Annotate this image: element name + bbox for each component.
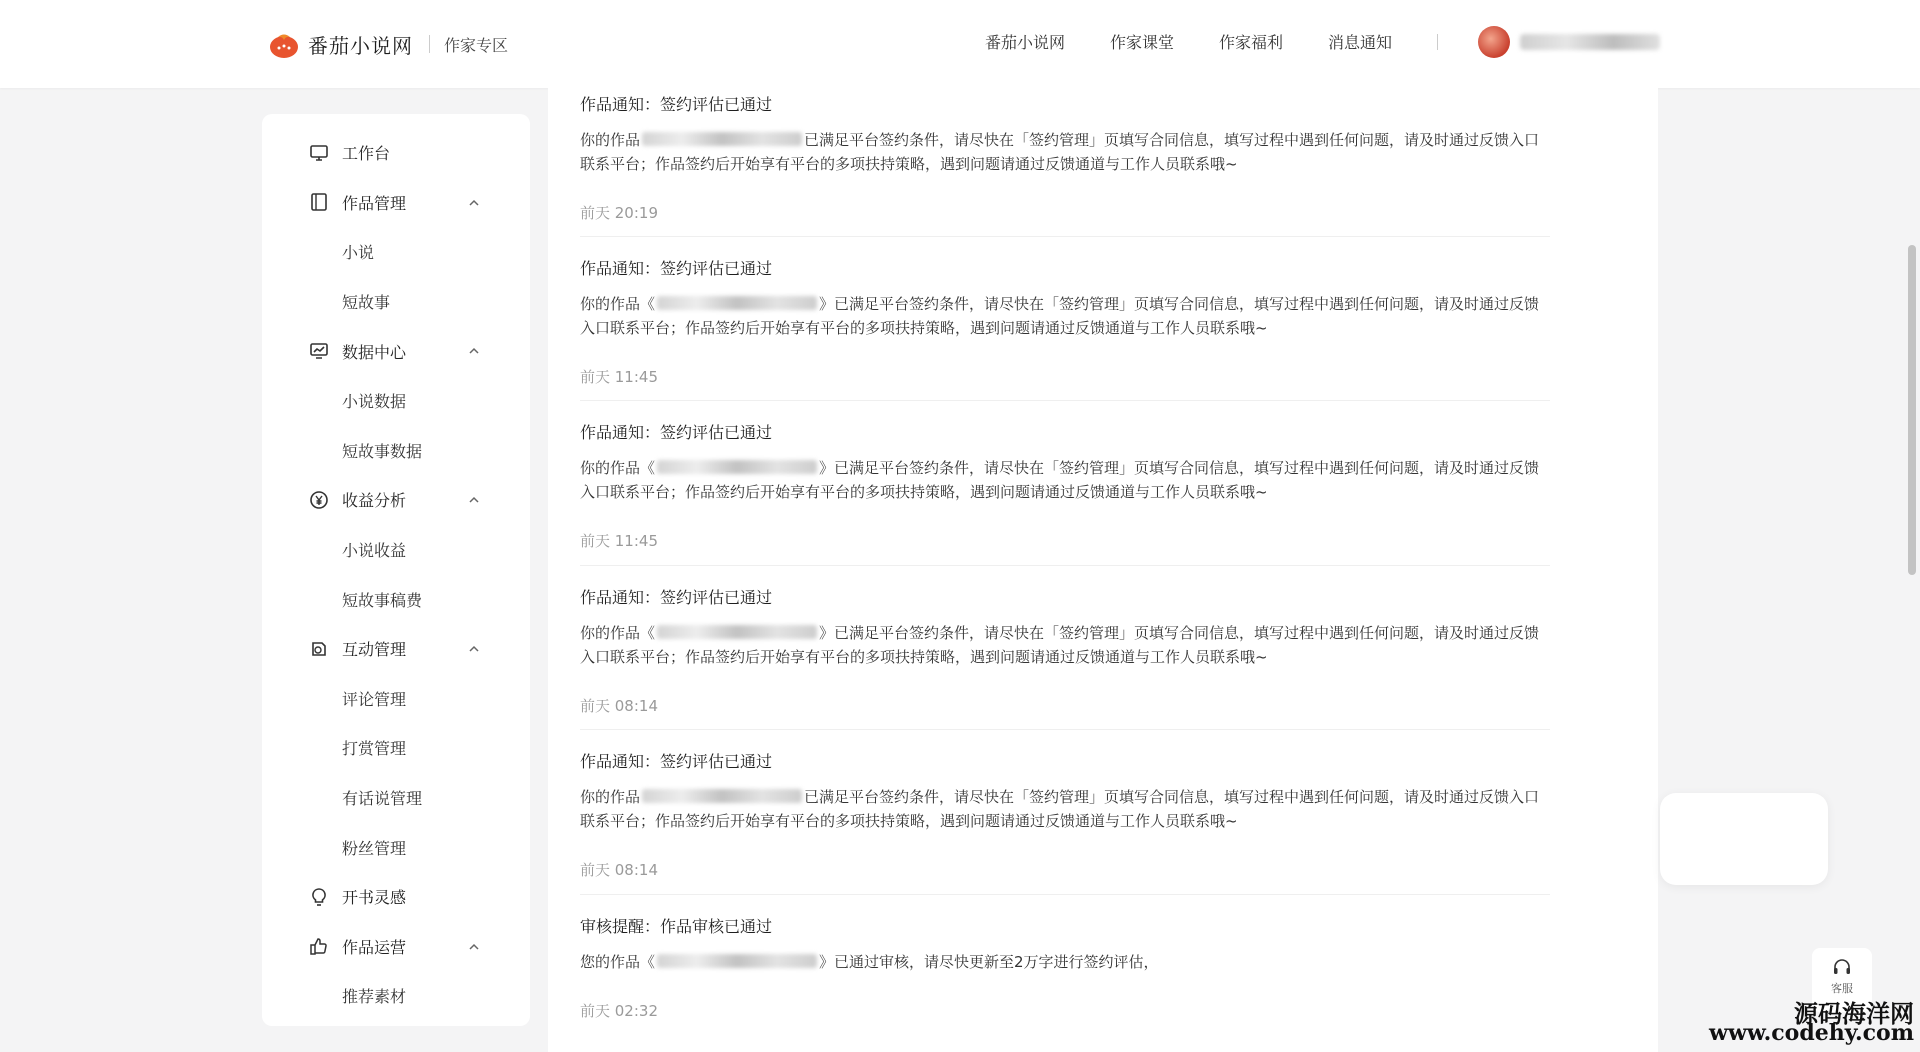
sidebar-item-17[interactable] bbox=[262, 971, 530, 1021]
message-item bbox=[580, 916, 1550, 1021]
sidebar bbox=[262, 114, 530, 1026]
interact-icon bbox=[308, 638, 330, 660]
book-icon bbox=[308, 191, 330, 213]
sidebar-section-1[interactable] bbox=[262, 178, 530, 228]
message-prefix: 你的作品 bbox=[580, 788, 641, 806]
message-item bbox=[580, 258, 1550, 387]
top-bar bbox=[0, 0, 1920, 88]
message-item bbox=[580, 422, 1550, 551]
message-title: 作品通知：签约评估已通过 bbox=[580, 95, 773, 114]
sidebar-section-4[interactable] bbox=[262, 326, 530, 376]
message-body bbox=[580, 128, 1550, 176]
message-text: 》已满足平台签约条件，请尽快在「签约管理」页填写合同信息，填写过程中遇到任何问题，请及时通过反馈入口联系平台；作品签约后开始享有平台的多项扶持策略，遇到问题请通过反馈通道与工作人员联系哦~ bbox=[580, 459, 1540, 501]
message-list bbox=[548, 88, 1658, 1052]
message-time: 前天 11:45 bbox=[580, 368, 658, 386]
user-menu[interactable] bbox=[1478, 26, 1660, 58]
sidebar-label: 有话说管理 bbox=[342, 789, 423, 809]
brand-subtitle: 作家专区 bbox=[444, 35, 509, 55]
topnav-benefits-link[interactable]: 作家福利 bbox=[1219, 33, 1284, 52]
message-title: 作品通知：签约评估已通过 bbox=[580, 423, 773, 442]
scrollbar[interactable] bbox=[1908, 245, 1916, 575]
brand[interactable] bbox=[268, 26, 508, 62]
sidebar-item-11[interactable] bbox=[262, 674, 530, 724]
message-time: 前天 20:19 bbox=[580, 204, 658, 222]
message-text: 》已通过审核，请尽快更新至2万字进行签约评估， bbox=[819, 953, 1159, 971]
message-time: 前天 02:32 bbox=[580, 1002, 658, 1020]
sidebar-label: 短故事数据 bbox=[342, 441, 423, 461]
chevron-up-icon[interactable] bbox=[468, 643, 480, 655]
message-time: 前天 08:14 bbox=[580, 861, 658, 879]
message-prefix: 你的作品《 bbox=[580, 624, 656, 642]
work-title-redacted bbox=[657, 954, 817, 968]
message-divider bbox=[580, 565, 1550, 566]
sidebar-label: 互动管理 bbox=[342, 640, 407, 660]
sidebar-item-3[interactable] bbox=[262, 277, 530, 327]
message-text: 》已满足平台签约条件，请尽快在「签约管理」页填写合同信息，填写过程中遇到任何问题，请及时通过反馈入口联系平台；作品签约后开始享有平台的多项扶持策略，遇到问题请通过反馈通道与工作人员联系哦~ bbox=[580, 624, 1540, 666]
work-title-redacted bbox=[642, 789, 802, 803]
message-divider bbox=[580, 400, 1550, 401]
message-prefix: 你的作品《 bbox=[580, 295, 656, 313]
message-prefix: 你的作品 bbox=[580, 131, 641, 149]
sidebar-section-7[interactable] bbox=[262, 475, 530, 525]
sidebar-label: 小说 bbox=[342, 243, 375, 263]
message-title: 作品通知：签约评估已通过 bbox=[580, 752, 773, 771]
customer-service-label: 客服 bbox=[1831, 982, 1853, 995]
sidebar-label: 数据中心 bbox=[342, 342, 407, 362]
sidebar-item-6[interactable] bbox=[262, 426, 530, 476]
topnav-notifications-link[interactable]: 消息通知 bbox=[1328, 33, 1393, 52]
message-item bbox=[580, 587, 1550, 716]
chevron-up-icon[interactable] bbox=[468, 494, 480, 506]
message-divider bbox=[580, 729, 1550, 730]
topnav-home-link[interactable]: 番茄小说网 bbox=[985, 33, 1066, 52]
message-title: 作品通知：签约评估已通过 bbox=[580, 259, 773, 278]
floating-card bbox=[1660, 793, 1828, 885]
chevron-up-icon[interactable] bbox=[468, 345, 480, 357]
sidebar-label: 作品运营 bbox=[342, 937, 407, 957]
message-text: 已满足平台签约条件，请尽快在「签约管理」页填写合同信息，填写过程中遇到任何问题，请及时通过反馈入口联系平台；作品签约后开始享有平台的多项扶持策略，遇到问题请通过反馈通道与工作人员联系哦~ bbox=[580, 131, 1540, 173]
sidebar-label: 打赏管理 bbox=[342, 739, 407, 759]
username-redacted bbox=[1520, 34, 1660, 50]
message-prefix: 你的作品《 bbox=[580, 459, 656, 477]
work-title-redacted bbox=[657, 460, 817, 474]
sidebar-label: 粉丝管理 bbox=[342, 838, 407, 858]
message-body bbox=[580, 456, 1550, 504]
message-text: 》已满足平台签约条件，请尽快在「签约管理」页填写合同信息，填写过程中遇到任何问题，请及时通过反馈入口联系平台；作品签约后开始享有平台的多项扶持策略，遇到问题请通过反馈通道与工作人员联系哦~ bbox=[580, 295, 1540, 337]
work-title-redacted bbox=[657, 296, 817, 310]
sidebar-label: 开书灵感 bbox=[342, 888, 407, 908]
message-body bbox=[580, 785, 1550, 833]
watermark-cn: 源码海洋网 bbox=[1794, 1000, 1914, 1028]
sidebar-label: 短故事 bbox=[342, 293, 391, 313]
sidebar-section-15[interactable] bbox=[262, 872, 530, 922]
top-nav bbox=[985, 30, 1476, 53]
tomato-logo-icon bbox=[268, 28, 300, 60]
sidebar-label: 小说数据 bbox=[342, 392, 407, 412]
sidebar-label: 作品管理 bbox=[342, 193, 407, 213]
sidebar-section-10[interactable] bbox=[262, 624, 530, 674]
sidebar-item-5[interactable] bbox=[262, 376, 530, 426]
topnav-classroom-link[interactable]: 作家课堂 bbox=[1110, 33, 1175, 52]
bulb-icon bbox=[308, 886, 330, 908]
message-title: 审核提醒：作品审核已通过 bbox=[580, 917, 773, 936]
topnav-divider bbox=[1437, 34, 1438, 50]
headset-icon bbox=[1831, 956, 1853, 978]
message-item bbox=[580, 751, 1550, 880]
brand-name: 番茄小说网 bbox=[308, 33, 413, 58]
sidebar-item-8[interactable] bbox=[262, 525, 530, 575]
work-title-redacted bbox=[657, 625, 817, 639]
message-divider bbox=[580, 894, 1550, 895]
chevron-up-icon[interactable] bbox=[468, 197, 480, 209]
chevron-up-icon[interactable] bbox=[468, 941, 480, 953]
message-text: 已满足平台签约条件，请尽快在「签约管理」页填写合同信息，填写过程中遇到任何问题，请及时通过反馈入口联系平台；作品签约后开始享有平台的多项扶持策略，遇到问题请通过反馈通道与工作人员联系哦~ bbox=[580, 788, 1540, 830]
message-time: 前天 08:14 bbox=[580, 697, 658, 715]
sidebar-item-2[interactable] bbox=[262, 227, 530, 277]
thumb-icon bbox=[308, 935, 330, 957]
sidebar-section-16[interactable] bbox=[262, 922, 530, 972]
message-body bbox=[580, 621, 1550, 669]
watermark-url: www.codehy.com bbox=[1709, 1020, 1914, 1046]
sidebar-label: 评论管理 bbox=[342, 689, 407, 709]
message-body bbox=[580, 292, 1550, 340]
chart-icon bbox=[308, 340, 330, 362]
message-body bbox=[580, 950, 1550, 974]
sidebar-item-13[interactable] bbox=[262, 773, 530, 823]
monitor-icon bbox=[308, 142, 330, 164]
message-time: 前天 11:45 bbox=[580, 532, 658, 550]
message-prefix: 您的作品《 bbox=[580, 953, 656, 971]
sidebar-item-9[interactable] bbox=[262, 574, 530, 624]
sidebar-label: 小说收益 bbox=[342, 541, 407, 561]
yuan-icon bbox=[308, 489, 330, 511]
brand-divider bbox=[429, 35, 430, 53]
sidebar-label: 短故事稿费 bbox=[342, 590, 423, 610]
sidebar-section-0[interactable] bbox=[262, 128, 530, 178]
work-title-redacted bbox=[642, 132, 802, 146]
message-item bbox=[580, 94, 1550, 223]
avatar[interactable] bbox=[1478, 26, 1510, 58]
message-divider bbox=[580, 236, 1550, 237]
sidebar-label: 收益分析 bbox=[342, 491, 407, 511]
sidebar-label: 推荐素材 bbox=[342, 987, 407, 1007]
message-title: 作品通知：签约评估已通过 bbox=[580, 588, 773, 607]
sidebar-label: 工作台 bbox=[342, 144, 391, 164]
sidebar-item-14[interactable] bbox=[262, 822, 530, 872]
sidebar-item-12[interactable] bbox=[262, 723, 530, 773]
